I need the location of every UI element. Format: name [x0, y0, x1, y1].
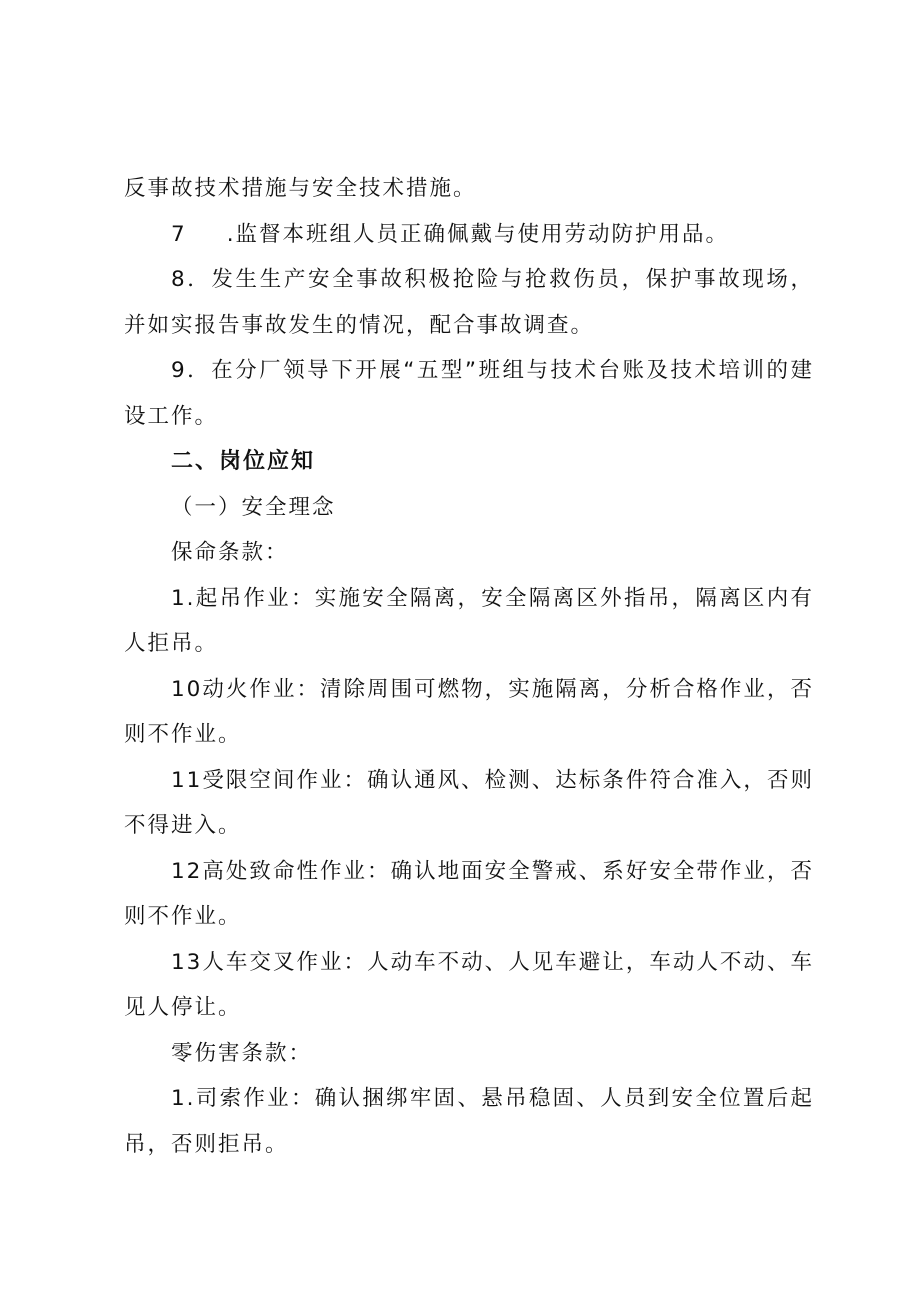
subsection-heading: （一）安全理念	[171, 494, 336, 520]
paragraph-item-7	[124, 212, 814, 258]
paragraph-item-8: 8．发生生产安全事故积极抢险与抢救伤员，保护事故现场，并如实报告事故发生的情况，配合事故调查。	[124, 267, 814, 338]
item-number: 7	[171, 221, 187, 247]
life-clause-item: 13人车交叉作业：人动车不动、人见车避让，车动人不动、车见人停让。	[124, 949, 814, 1020]
paragraph-continuation: 反事故技术措施与安全技术措施。	[124, 176, 477, 201]
zero-injury-title: 零伤害条款：	[171, 1040, 313, 1066]
zero-injury-clause-item: 1.司索作业：确认捆绑牢固、悬吊稳固、人员到安全位置后起吊，否则拒吊。	[124, 1086, 814, 1157]
paragraph-item-9: 9．在分厂领导下开展“五型”班组与技术台账及技术培训的建设工作。	[124, 358, 814, 429]
section-heading: 二、岗位应知	[171, 449, 316, 474]
life-clause-item: 11受限空间作业：确认通风、检测、达标条件符合准入，否则不得进入。	[124, 767, 814, 838]
life-clauses-title: 保命条款：	[171, 540, 289, 565]
item-text: .监督本班组人员正确佩戴与使用劳动防护用品。	[226, 221, 730, 247]
life-clause-item: 10动火作业：清除周围可燃物，实施隔离，分析合格作业，否则不作业。	[124, 676, 814, 747]
life-clause-item: 12高处致命性作业：确认地面安全警戒、系好安全带作业，否则不作业。	[124, 858, 814, 929]
document-page	[124, 166, 814, 1167]
life-clause-item: 1.起吊作业：实施安全隔离，安全隔离区外指吊，隔离区内有人拒吊。	[124, 585, 814, 656]
